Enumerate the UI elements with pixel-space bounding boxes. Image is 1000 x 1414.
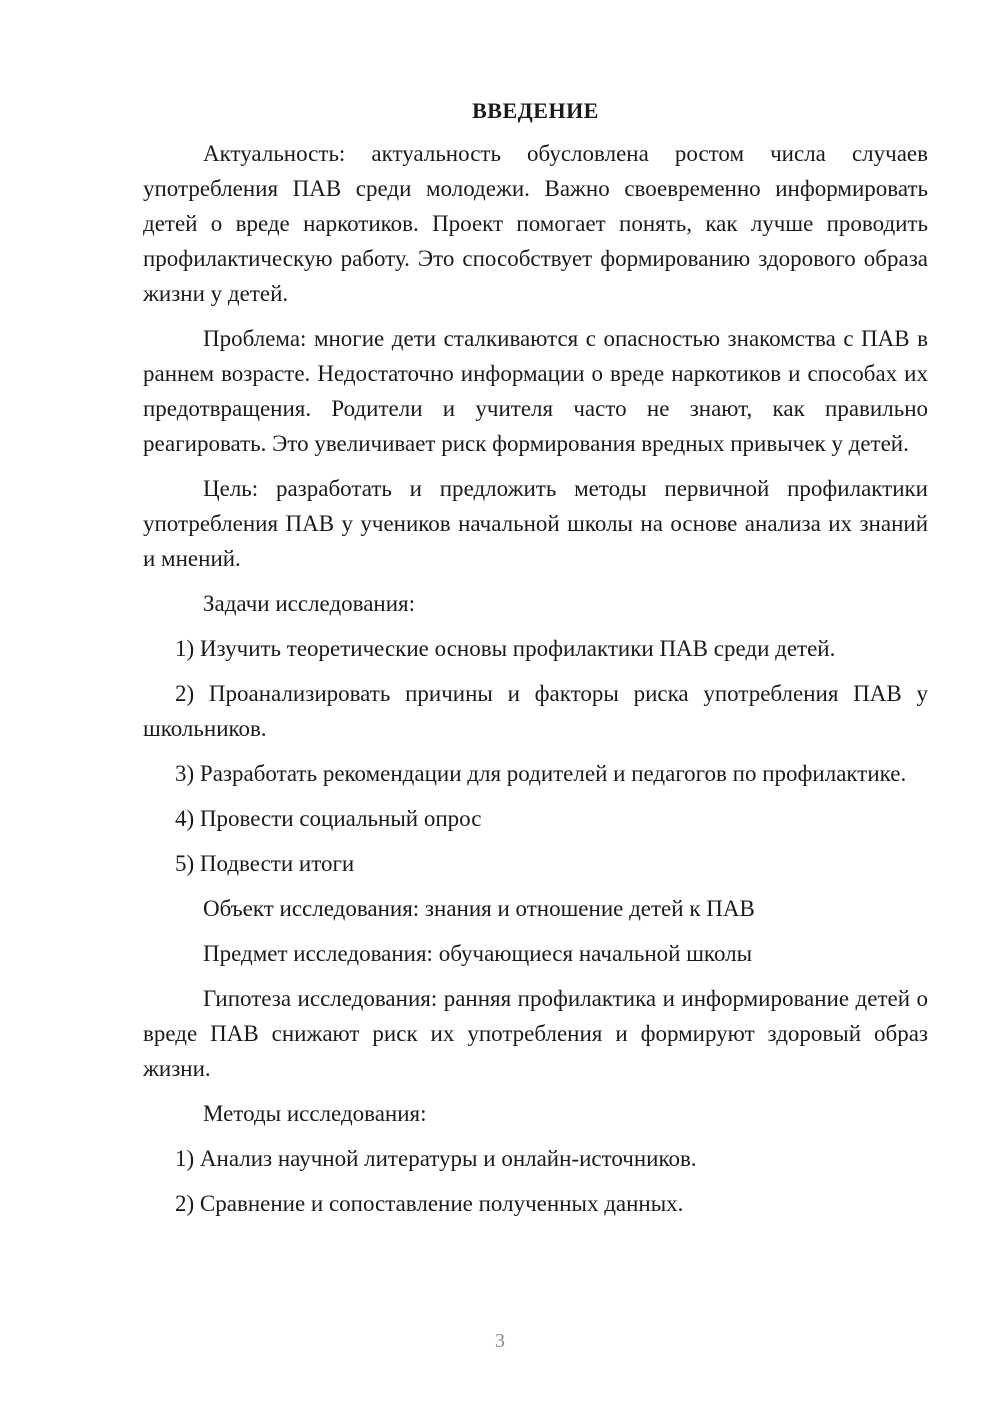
goal-paragraph: Цель: разработать и предложить методы первичной профилактики употребления ПАВ у учеников начальной школы на основе анализа их знаний и мнений. bbox=[143, 476, 928, 571]
object-paragraph: Объект исследования: знания и отношение детей к ПАВ bbox=[203, 896, 755, 921]
methods-heading: Методы исследования: bbox=[203, 1101, 427, 1126]
task-item: 1) Изучить теоретические основы профилактики ПАВ среди детей. bbox=[175, 636, 836, 661]
subject-paragraph: Предмет исследования: обучающиеся начальной школы bbox=[203, 941, 753, 966]
task-item: 5) Подвести итоги bbox=[175, 851, 355, 876]
hypothesis-paragraph: Гипотеза исследования: ранняя профилактика и информирование детей о вреде ПАВ снижают риск их употребления и формируют здоровый образ жизни. bbox=[143, 986, 928, 1081]
page-content bbox=[143, 96, 928, 1231]
relevance-paragraph: Актуальность: актуальность обусловлена ростом числа случаев употребления ПАВ среди молодежи. Важно своевременно информировать детей о вреде наркотиков. Проект помогает понять, как лучше проводить профилактическую работу. Это способствует формированию здорового образа жизни у детей. bbox=[143, 141, 928, 306]
task-item: 2) Проанализировать причины и факторы риска употребления ПАВ у школьников. bbox=[143, 681, 928, 741]
method-item: 2) Сравнение и сопоставление полученных данных. bbox=[175, 1191, 684, 1216]
method-item: 1) Анализ научной литературы и онлайн-источников. bbox=[175, 1146, 697, 1171]
problem-paragraph: Проблема: многие дети сталкиваются с опасностью знакомства с ПАВ в раннем возрасте. Недостаточно информации о вреде наркотиков и способах их предотвращения. Родители и учителя часто не знают, как правильно реагировать. Это увеличивает риск формирования вредных привычек у детей. bbox=[143, 326, 928, 456]
page-number: 3 bbox=[495, 1330, 505, 1352]
section-title: ВВЕДЕНИЕ bbox=[472, 98, 599, 123]
task-item: 3) Разработать рекомендации для родителей и педагогов по профилактике. bbox=[175, 761, 907, 786]
task-item: 4) Провести социальный опрос bbox=[175, 806, 482, 831]
tasks-heading: Задачи исследования: bbox=[203, 591, 416, 616]
